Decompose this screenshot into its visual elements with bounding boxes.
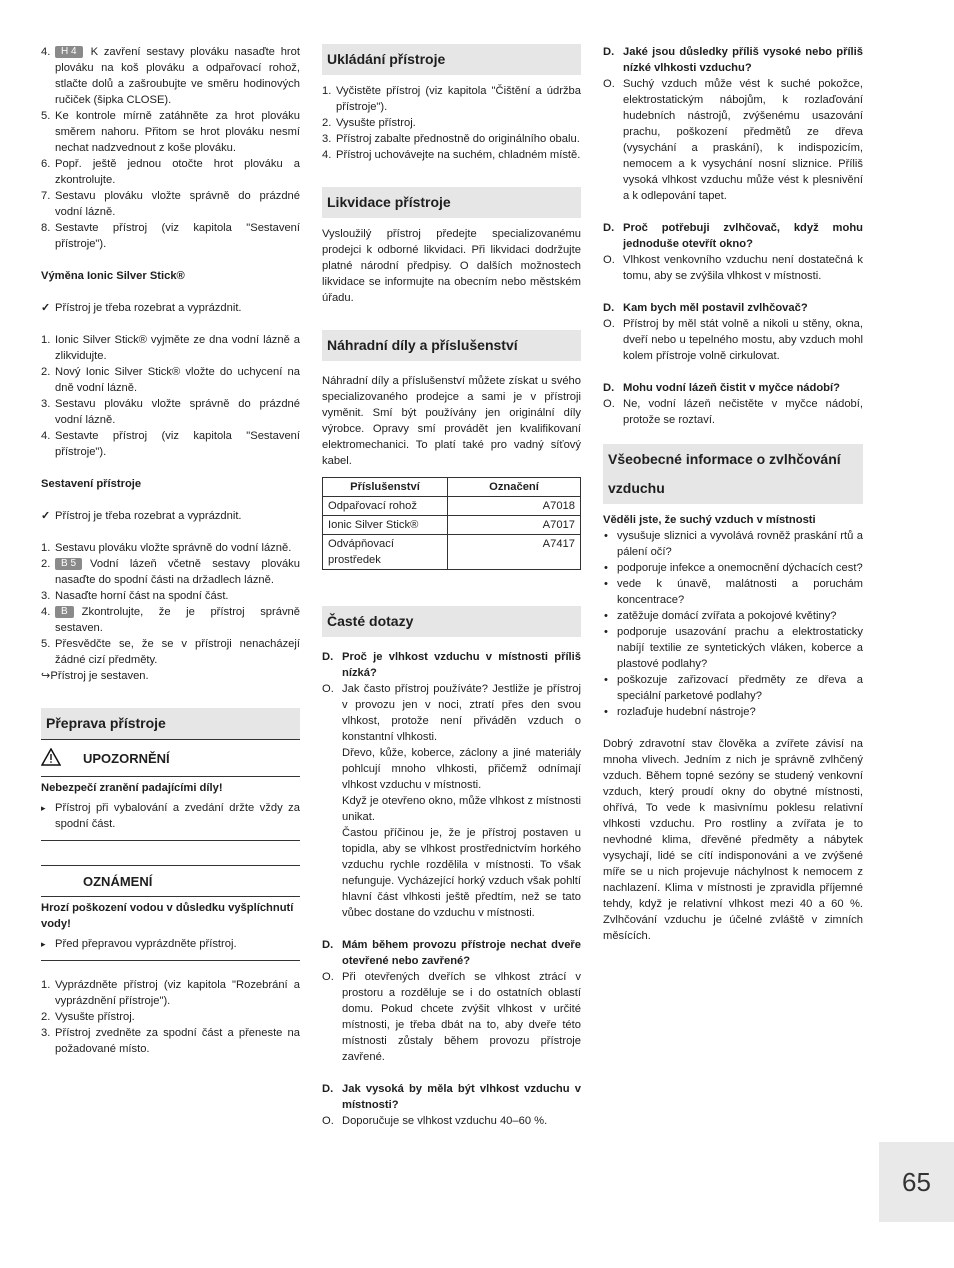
- list-item: ▸ Přístroj při vybalování a zvedání držte vždy za spodní část.: [41, 800, 300, 832]
- column-middle: [322, 44, 581, 1129]
- list-item: 4. Přístroj uchovávejte na suchém, chladném místě.: [322, 149, 581, 161]
- faq-question: D. Mohu vodní lázeň čistit v myčce nádobí?: [603, 382, 840, 394]
- warning-box: [41, 739, 300, 841]
- checkmark-icon: ✓: [41, 302, 51, 314]
- prerequisite: ✓ Přístroj je třeba rozebrat a vyprázdnit.: [41, 510, 242, 522]
- list-item: 3. Přístroj zvedněte za spodní část a přeneste na požadované místo.: [41, 1027, 300, 1055]
- table-cell: Odpařovací rohož: [323, 497, 448, 516]
- list-item: • vysušuje sliznici a vyvolává rovněž praskání rtů a pálení očí?: [603, 528, 863, 560]
- list-item: 1. Vyprázdněte přístroj (viz kapitola "Rozebrání a vyprázdnění přístroje").: [41, 979, 300, 1007]
- notice-title: OZNÁMENÍ: [83, 874, 153, 889]
- disposal-heading: Likvidace přístroje: [322, 187, 581, 218]
- transport-heading: Přeprava přístroje: [41, 708, 300, 739]
- faq-item: [603, 220, 863, 284]
- storage-steps: [322, 83, 581, 163]
- parts-heading: Náhradní díly a příslušenství: [322, 330, 581, 361]
- list-item: 1. Vyčistěte přístroj (viz kapitola "Čištění a údržba přístroje").: [322, 85, 581, 113]
- warning-title: UPOZORNĚNÍ: [83, 751, 170, 766]
- page-number: 65: [879, 1142, 954, 1222]
- disposal-text: Vysloužilý přístroj předejte specializovanému prodejci k odborné likvidaci. Při likvidaci dodržujte platné národní předpisy. O dalších možnostech likvidace se informujte na obecním nebo městském úřadu.: [322, 228, 581, 304]
- list-item: • poškozuje zařizovací předměty ze dřeva a speciální parketové podlahy?: [603, 672, 863, 704]
- knew-heading: Věděli jste, že suchý vzduch v místnosti: [603, 514, 816, 526]
- faq-question: D. Jak vysoká by měla být vlhkost vzduchu v místnosti?: [322, 1083, 581, 1111]
- accessories-table: [322, 477, 581, 570]
- assembly-steps: [41, 540, 300, 668]
- list-item: 1. Ionic Silver Stick® vyjměte ze dna vodní lázně a zlikvidujte.: [41, 334, 300, 362]
- faq-answer: O. Při otevřených dveřích se vlhkost ztrácí v prostoru a rozděluje se i do ostatních oblastí domu. Pokud chcete zvýšit vlhkost v určité místnosti, je třeba dbát na to, aby dveře této místnosti zůstaly během provozu přístroje zavřené.: [322, 971, 581, 1063]
- list-item: 3. Nasaďte horní část na spodní část.: [41, 590, 229, 602]
- faq-item: [603, 380, 863, 428]
- parts-text: Náhradní díly a příslušenství můžete získat u svého specializovaného prodejce a sami je v přístroji vyměnit. Smí být používány jen originální díly výrobce. Opravy smí provádět jen kvalifikovaní elektromechanici. To platí také pro vadný síťový kabel.: [322, 375, 581, 467]
- warning-list: [41, 800, 300, 832]
- faq-question: D. Jaké jsou důsledky příliš vysoké nebo příliš nízké vlhkosti vzduchu?: [603, 46, 863, 74]
- faq-item: [603, 44, 863, 204]
- faq-answer: O. Jak často přístroj používáte? Jestliže je přístroj v provozu jen v noci, ztratí přes den svou vlhkost, protože není přiváděn vzduch o konstantní vlhkosti. Dřevo, kůže, koberce, záclony a jiné materiály pohlcují mnoho vlhkosti, přičemž odnímají vlhkost vzduchu v místnosti. Když je otevřeno okno, může vlhkost z místnosti unikat. Častou příčinou je, že je přístroj postaven u topidla, aby se vlhkost prostřednictvím horkého vzduchu rychle rozdělila v místnosti. To však nefunguje. Vycházející horký vzduch však pohltí hlavní část vlhkosti ještě předtím, než se tato vůbec dostane do vzduchu v místnosti.: [322, 683, 581, 919]
- faq-answer: O. Ne, vodní lázeň nečistěte v myčce nádobí, protože se roztaví.: [603, 398, 863, 426]
- list-item: 2. Nový Ionic Silver Stick® vložte do uchycení na dně vodní lázně.: [41, 366, 300, 394]
- faq-question: D. Kam bych měl postavil zvlhčovač?: [603, 302, 808, 314]
- faq-item: [322, 937, 581, 1065]
- list-item: 4. H 4 K zavření sestavy plováku nasaďte hrot plováku na koš plováku a odpařovací rohož, stlačte dolů a zašroubujte ve směru hodinových ručiček (šipka CLOSE).: [41, 46, 300, 106]
- figure-ref-badge: H 4: [55, 46, 83, 58]
- list-item: 8. Sestavte přístroj (viz kapitola "Sestavení přístroje").: [41, 222, 300, 250]
- general-info-heading: Všeobecné informace o zvlhčování vzduchu: [603, 444, 863, 504]
- list-item: 5. Ke kontrole mírně zatáhněte za hrot plováku směrem nahoru. Přitom se hrot plováku nesmí nechat nadzvednout z koše plováku.: [41, 110, 300, 154]
- faq-item: [603, 300, 863, 364]
- list-item: • vede k únavě, malátnosti a poruchám koncentrace?: [603, 576, 863, 608]
- table-cell: A7018: [448, 497, 581, 516]
- faq-answer: O. Suchý vzduch může vést k suché pokožce, elektrostatickým nábojům, k rozlaďování hudebních nástrojů, zvýšenému usazování prachu, poškození předmětů ze dřeva (vysychání a praskání), k indispozicím, nemocem a k vysychání nosní sliznice. Příliš vysoká vlhkost vzduchu může vést k plesnivění a k odlepování tapet.: [603, 78, 863, 202]
- table-row: [323, 535, 581, 570]
- notice-list: [41, 936, 300, 952]
- ionic-heading: Výměna Ionic Silver Stick®: [41, 270, 185, 282]
- list-item: 2. Vysušte přístroj.: [41, 1011, 135, 1023]
- table-cell: A7017: [448, 516, 581, 535]
- column-left: [41, 44, 300, 1057]
- faq-answer: O. Doporučuje se vlhkost vzduchu 40–60 %.: [322, 1115, 548, 1127]
- float-assembly-steps: [41, 44, 300, 252]
- list-item: • rozlaďuje hudební nástroje?: [603, 704, 863, 720]
- table-header-row: [323, 478, 581, 497]
- transport-steps: [41, 977, 300, 1057]
- faq-item: [322, 649, 581, 921]
- list-item: 1. Sestavu plováku vložte správně do vodní lázně.: [41, 542, 292, 554]
- figure-ref-badge: B 5: [55, 558, 82, 570]
- faq-answer: O. Přístroj by měl stát volně a nikoli u stěny, okna, dveří nebo u tepelného mostu, aby vzduch mohl kolem přístroje volně cirkulovat.: [603, 318, 863, 362]
- list-item: 3. Přístroj zabalte přednostně do originálního obalu.: [322, 133, 580, 145]
- list-item: ▸ Před přepravou vyprázdněte přístroj.: [41, 936, 300, 952]
- checkmark-icon: ✓: [41, 510, 51, 522]
- faq-heading: Časté dotazy: [322, 606, 581, 637]
- list-item: 6. Popř. ještě jednou otočte hrot plováku a zkontrolujte.: [41, 158, 300, 186]
- figure-ref-badge: B: [55, 606, 74, 618]
- warning-triangle-icon: [41, 748, 83, 770]
- list-item: • podporuje usazování prachu a elektrostaticky nabíjí textilie ze syntetických vláken, koberce a plastové podlahy?: [603, 624, 863, 672]
- column-right: [603, 44, 863, 944]
- column-header: Příslušenství: [323, 478, 448, 497]
- notice-box: [41, 865, 300, 961]
- faq-question: D. Proč je vlhkost vzduchu v místnosti příliš nízká?: [322, 651, 581, 679]
- column-header: Označení: [448, 478, 581, 497]
- list-item: 4. Sestavte přístroj (viz kapitola "Sestavení přístroje").: [41, 430, 300, 458]
- faq-item: [322, 1081, 581, 1129]
- prerequisite: ✓ Přístroj je třeba rozebrat a vyprázdnit.: [41, 302, 242, 314]
- dry-air-effects-list: [603, 528, 863, 720]
- result-arrow-icon: ↪: [41, 670, 51, 682]
- table-cell: Odvápňovací prostředek: [323, 535, 448, 570]
- list-item: 3. Sestavu plováku vložte správně do prázdné vodní lázně.: [41, 398, 300, 426]
- storage-heading: Ukládání přístroje: [322, 44, 581, 75]
- list-item: • podporuje infekce a onemocnění dýchacích cest?: [603, 560, 863, 576]
- table-row: [323, 516, 581, 535]
- faq-question: D. Mám během provozu přístroje nechat dveře otevřené nebo zavřené?: [322, 939, 581, 967]
- list-item: 2. Vysušte přístroj.: [322, 117, 416, 129]
- list-item: 4. B Zkontrolujte, že je přístroj správně sestaven.: [41, 606, 300, 634]
- list-item: • zatěžuje domácí zvířata a pokojové květiny?: [603, 608, 863, 624]
- list-item: 5. Přesvědčte se, že se v přístroji nenacházejí žádné cizí předměty.: [41, 638, 300, 666]
- assembly-heading: Sestavení přístroje: [41, 478, 142, 490]
- list-item: 2. B 5 Vodní lázeň včetně sestavy plováku nasaďte do spodní části na držadlech lázně.: [41, 558, 300, 586]
- table-row: [323, 497, 581, 516]
- faq-question: D. Proč potřebuji zvlhčovač, když mohu jednoduše otevřít okno?: [603, 222, 863, 250]
- faq-answer: O. Vlhkost venkovního vzduchu není dostatečná k tomu, aby se zvýšila vlhkost v místnosti.: [603, 254, 863, 282]
- table-cell: Ionic Silver Stick®: [323, 516, 448, 535]
- warning-subtitle: Nebezpečí zranění padajícími díly!: [41, 782, 223, 794]
- list-item: 7. Sestavu plováku vložte správně do prázdné vodní lázně.: [41, 190, 300, 218]
- notice-subtitle: Hrozí poškození vodou v důsledku vyšplíchnutí vody!: [41, 902, 294, 930]
- table-cell: A7417: [448, 535, 581, 570]
- ionic-steps: [41, 332, 300, 460]
- result: ↪Přístroj je sestaven.: [41, 670, 149, 682]
- closing-text: Dobrý zdravotní stav člověka a zvířete závisí na mnoha vlivech. Jedním z nich je správně zvlhčený vzduch. Během topné sezóny se studený venkovní vzduch, který proudí okny do obytné místnosti, ohřívá, To vede k masivnímu poklesu relativní vlhkosti vzduchu. Pro rostliny a zvířata je to nevhodné klima, dřevěné předměty a nábytek vysychají, lidé se cítí indisponováni a ve zvýšené míře se u nich projevuje náchylnost k nemocem z nachlazení. Klima v místnosti je zpravidla příjemné tehdy, když je relativní vlhkost mezi 40 a 60 %. Zvlhčování vzduchu je účelné zvláště v zimních měsících.: [603, 738, 863, 942]
